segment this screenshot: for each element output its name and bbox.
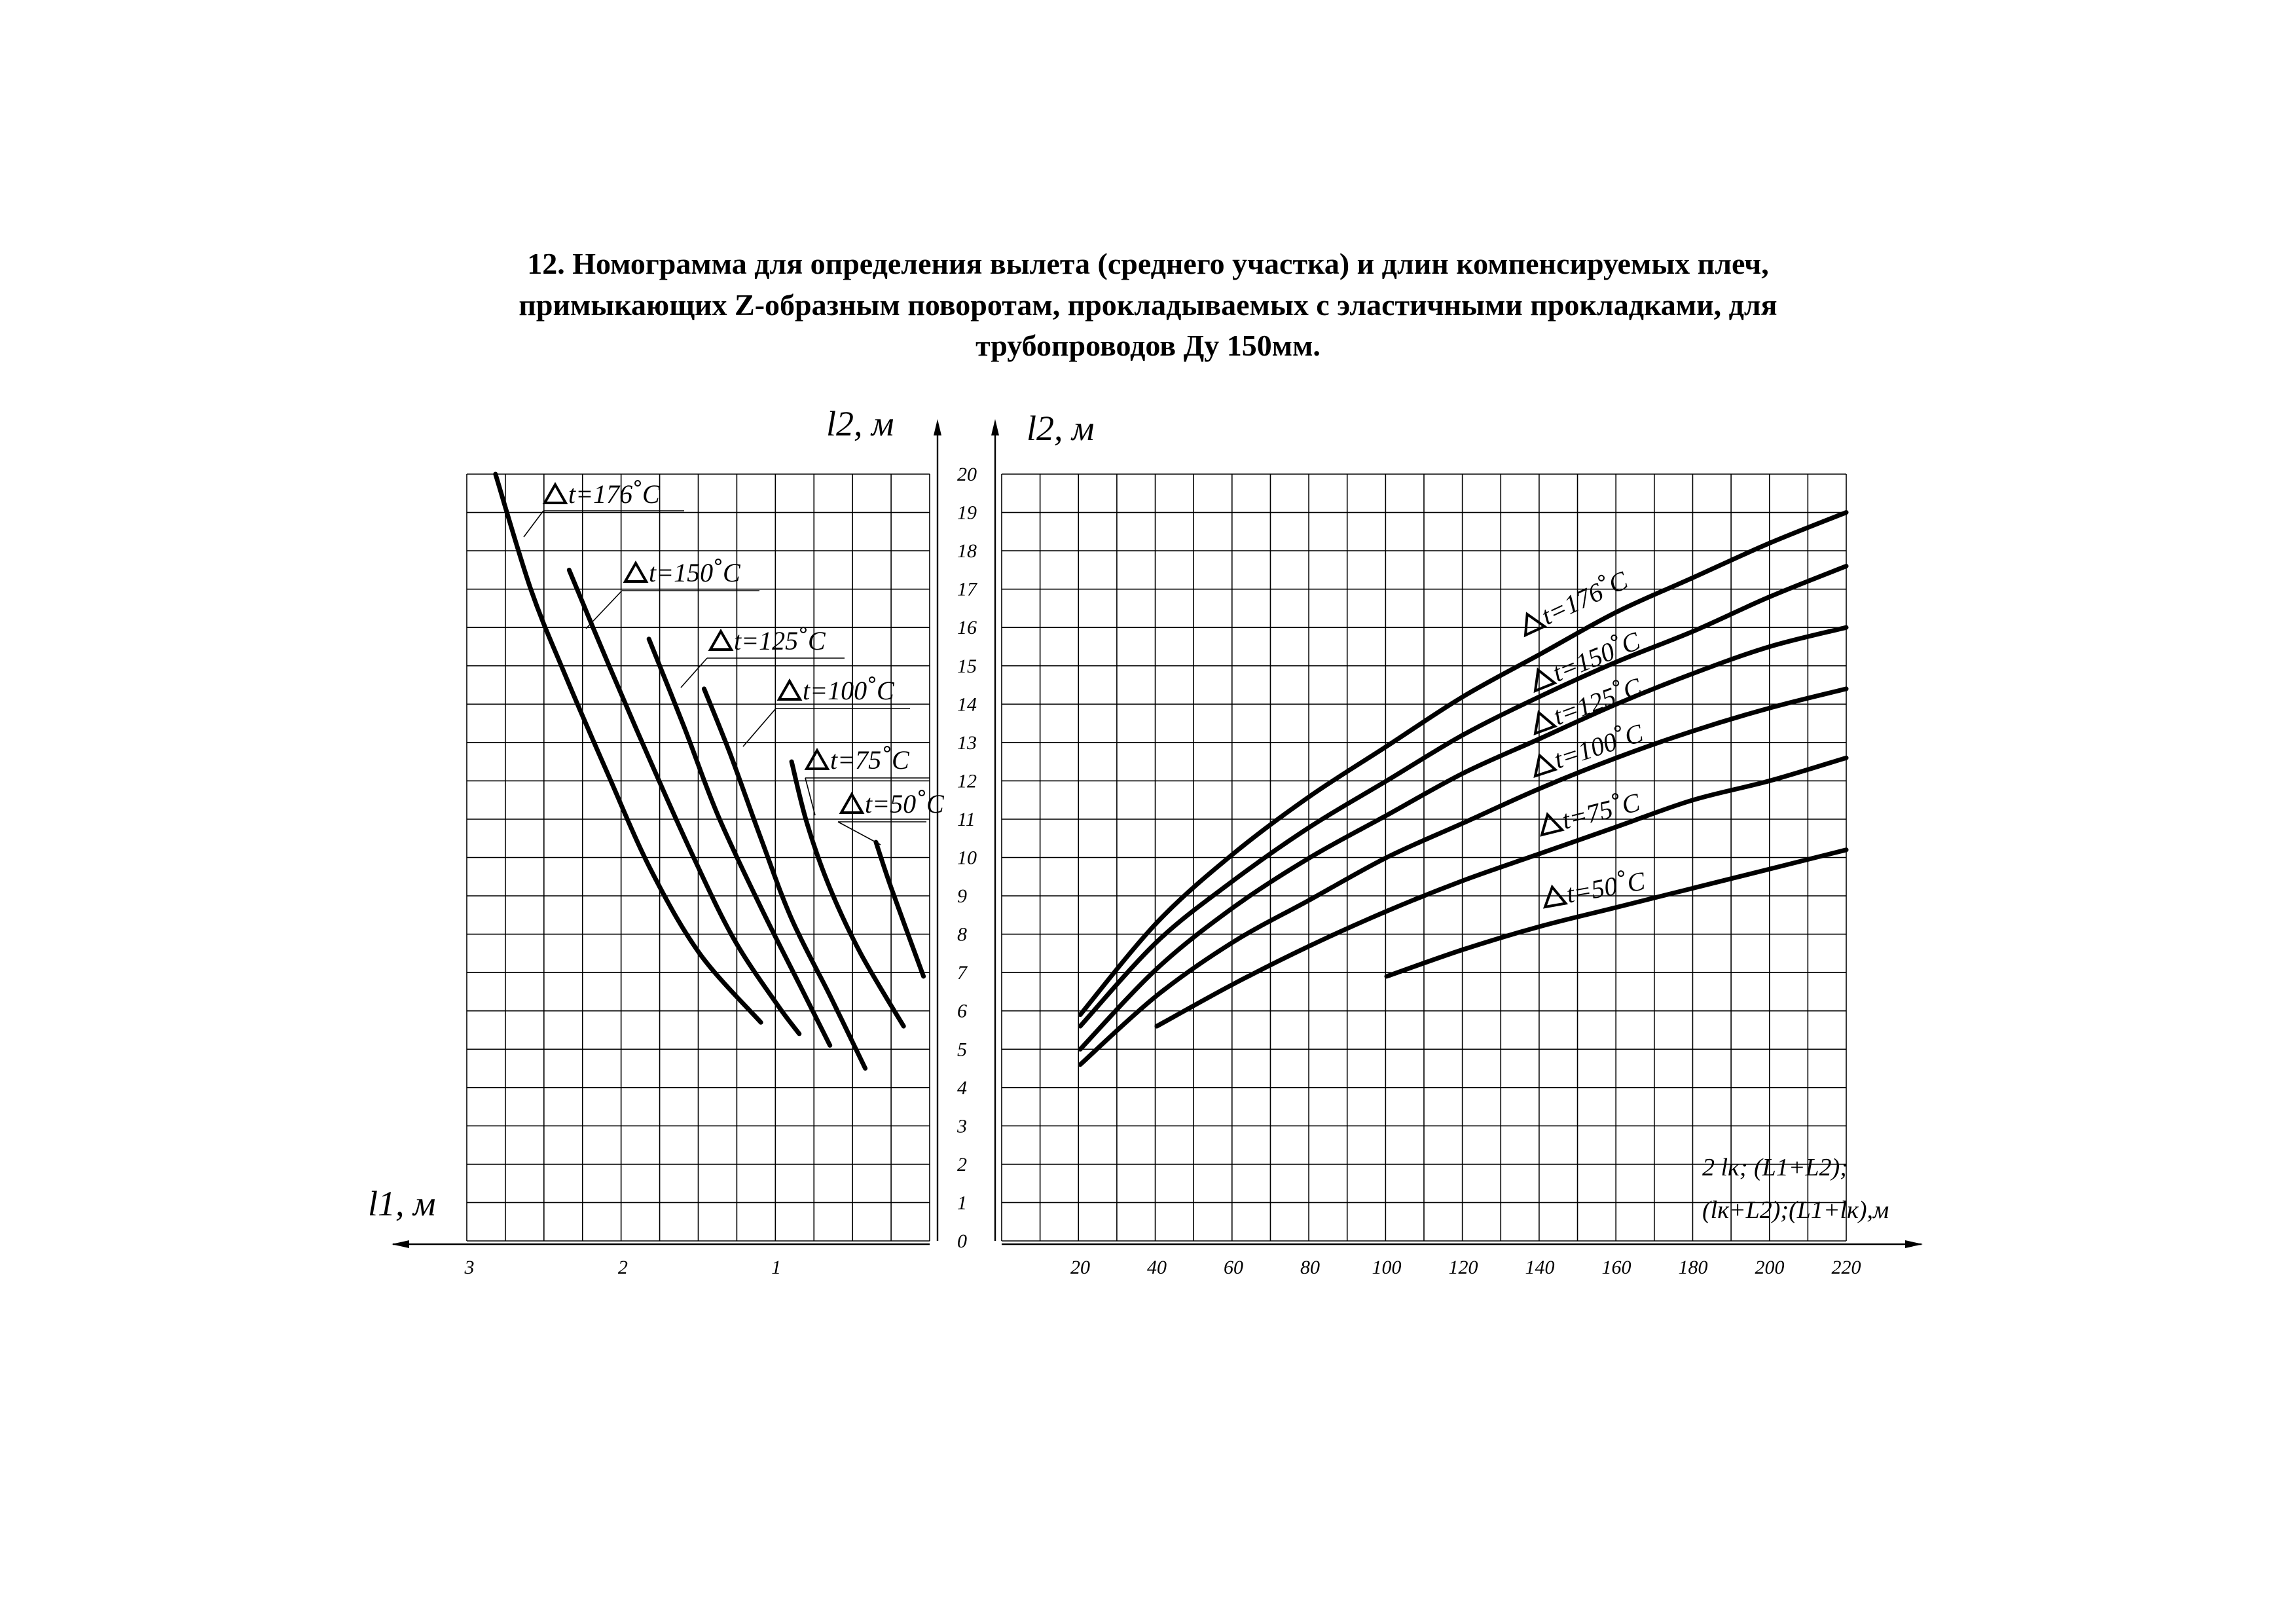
- leader-line: [586, 591, 622, 629]
- degree-icon: [1598, 574, 1605, 581]
- curve-label-unit: C: [926, 789, 944, 819]
- left-y-axis-title: l2, м: [826, 404, 894, 443]
- y-tick-label: 9: [957, 885, 967, 908]
- curve-label-text: t=75: [830, 745, 882, 775]
- curve-label-unit: C: [1624, 866, 1647, 898]
- curve-label-unit: C: [1618, 787, 1643, 821]
- right-x-tick-label: 80: [1300, 1257, 1320, 1278]
- right-label-t-176: [1516, 565, 1633, 641]
- y-tick-label: 14: [957, 693, 977, 716]
- right-curve-t-75: [1157, 758, 1846, 1026]
- right-x-axis-title-line1: 2 lк; (L1+L2);: [1702, 1154, 1848, 1181]
- y-tick-label: 10: [957, 847, 977, 869]
- degree-icon: [801, 627, 806, 633]
- delta-icon: [841, 794, 862, 813]
- right-x-tick-label: 60: [1224, 1257, 1243, 1278]
- degree-icon: [1614, 726, 1621, 732]
- left-label-t-125: [710, 626, 826, 655]
- right-x-tick-label: 160: [1601, 1257, 1631, 1278]
- curve-labels: [524, 479, 1648, 913]
- curve-label-unit: C: [1616, 625, 1645, 660]
- y-tick-label: 16: [957, 617, 977, 639]
- right-x-tick-label: 120: [1448, 1257, 1478, 1278]
- right-y-axis-arrow: [991, 419, 999, 435]
- delta-icon: [710, 631, 731, 650]
- y-tick-label: 18: [957, 540, 977, 563]
- right-x-axis-arrow: [1905, 1240, 1923, 1248]
- left-label-t-150: [625, 558, 741, 587]
- delta-icon: [1529, 709, 1555, 733]
- delta-icon: [1518, 610, 1544, 635]
- curve-label-text: t=150: [649, 558, 714, 587]
- title-line: трубопроводов Ду 150мм.: [975, 329, 1321, 363]
- delta-icon: [545, 485, 566, 503]
- curve-label-text: t=100: [803, 676, 867, 705]
- curve-label-text: t=100: [1550, 726, 1621, 775]
- right-curve-t-50: [1387, 850, 1846, 976]
- delta-icon: [1537, 812, 1562, 835]
- left-x-tick-label: 3: [464, 1257, 475, 1278]
- left-curve-t-50: [876, 842, 924, 976]
- degree-icon: [635, 481, 640, 486]
- degree-icon: [716, 559, 721, 564]
- curve-label-text: t=125: [1549, 681, 1620, 731]
- right-x-tick-label: 140: [1525, 1257, 1555, 1278]
- right-label-t-100: [1528, 718, 1647, 781]
- degree-icon: [919, 790, 924, 796]
- curve-label-text: t=75: [1559, 794, 1616, 836]
- title-line: примыкающих Z-образным поворотам, прокладываемых с эластичными прокладками, для: [519, 287, 1777, 322]
- y-tick-label: 20: [957, 464, 977, 485]
- left-y-axis-arrow: [934, 419, 941, 435]
- delta-icon: [779, 681, 800, 699]
- right-label-t-75: [1536, 787, 1643, 841]
- left-x-tick-label: 1: [771, 1257, 782, 1278]
- y-tick-label: 2: [957, 1153, 967, 1175]
- degree-icon: [1618, 870, 1624, 876]
- y-tick-label: 17: [957, 578, 977, 600]
- left-label-t-100: [779, 676, 895, 705]
- curve-label-text: t=176: [568, 479, 633, 509]
- right-x-tick-label: 220: [1831, 1257, 1861, 1278]
- curve-label-text: t=125: [734, 626, 799, 655]
- degree-icon: [884, 747, 890, 752]
- leader-line: [524, 511, 543, 537]
- delta-icon: [1529, 666, 1555, 691]
- y-tick-label: 7: [957, 962, 967, 984]
- y-tick-label: 5: [957, 1039, 967, 1061]
- curve-label-text: t=50: [1564, 870, 1620, 909]
- left-x-tick-label: 2: [617, 1257, 628, 1278]
- y-tick-label: 8: [957, 923, 967, 946]
- right-x-tick-label: 20: [1070, 1257, 1090, 1278]
- y-tick-label: 1: [957, 1192, 967, 1214]
- curve-label-text: t=50: [865, 789, 917, 819]
- leader-line: [743, 709, 776, 747]
- delta-icon: [1529, 752, 1555, 776]
- y-tick-label: 12: [957, 770, 977, 792]
- curve-label-text: t=176: [1537, 576, 1608, 631]
- y-tick-label: 0: [957, 1230, 967, 1252]
- curve-label-unit: C: [1603, 565, 1633, 600]
- y-tick-label: 3: [957, 1115, 967, 1137]
- delta-icon: [807, 750, 828, 769]
- right-x-axis-title-line2: (lк+L2);(L1+lк),м: [1702, 1196, 1889, 1224]
- right-x-tick-label: 200: [1755, 1257, 1785, 1278]
- curve-label-unit: C: [1618, 672, 1646, 706]
- y-tick-label: 13: [957, 731, 977, 754]
- degree-icon: [1612, 793, 1618, 800]
- delta-icon: [625, 563, 646, 581]
- degree-icon: [1611, 635, 1617, 641]
- left-x-axis-arrow: [392, 1240, 409, 1248]
- right-grid: [1002, 474, 1846, 1241]
- degree-icon: [869, 677, 875, 682]
- title-line: 12. Номограмма для определения вылета (среднего участка) и длин компенсируемых плеч,: [527, 247, 1769, 280]
- curve-label-text: t=150: [1548, 636, 1619, 688]
- left-label-t-50: [841, 789, 945, 819]
- curve-label-unit: C: [892, 745, 909, 775]
- curve-label-unit: C: [808, 626, 826, 655]
- y-tick-label: 4: [957, 1077, 967, 1099]
- y-tick-label: 6: [957, 1000, 967, 1022]
- y-tick-label: 19: [957, 502, 977, 524]
- y-tick-label: 15: [957, 655, 977, 677]
- curve-label-unit: C: [723, 558, 740, 587]
- right-x-tick-label: 180: [1678, 1257, 1708, 1278]
- curve-label-unit: C: [877, 676, 894, 705]
- left-curve-t-176: [496, 474, 761, 1022]
- y-tick-label: 11: [957, 808, 975, 830]
- right-x-tick-label: 40: [1147, 1257, 1167, 1278]
- curve-label-unit: C: [642, 479, 660, 509]
- right-y-axis-title: l2, м: [1027, 409, 1095, 448]
- leader-line: [838, 822, 881, 845]
- left-grid: [467, 474, 930, 1241]
- left-label-t-75: [807, 745, 910, 775]
- left-label-t-176: [545, 479, 661, 509]
- left-x-axis-title: l1, м: [368, 1184, 436, 1223]
- right-x-tick-label: 100: [1372, 1257, 1402, 1278]
- curve-label-unit: C: [1620, 718, 1647, 752]
- leader-line: [681, 658, 707, 688]
